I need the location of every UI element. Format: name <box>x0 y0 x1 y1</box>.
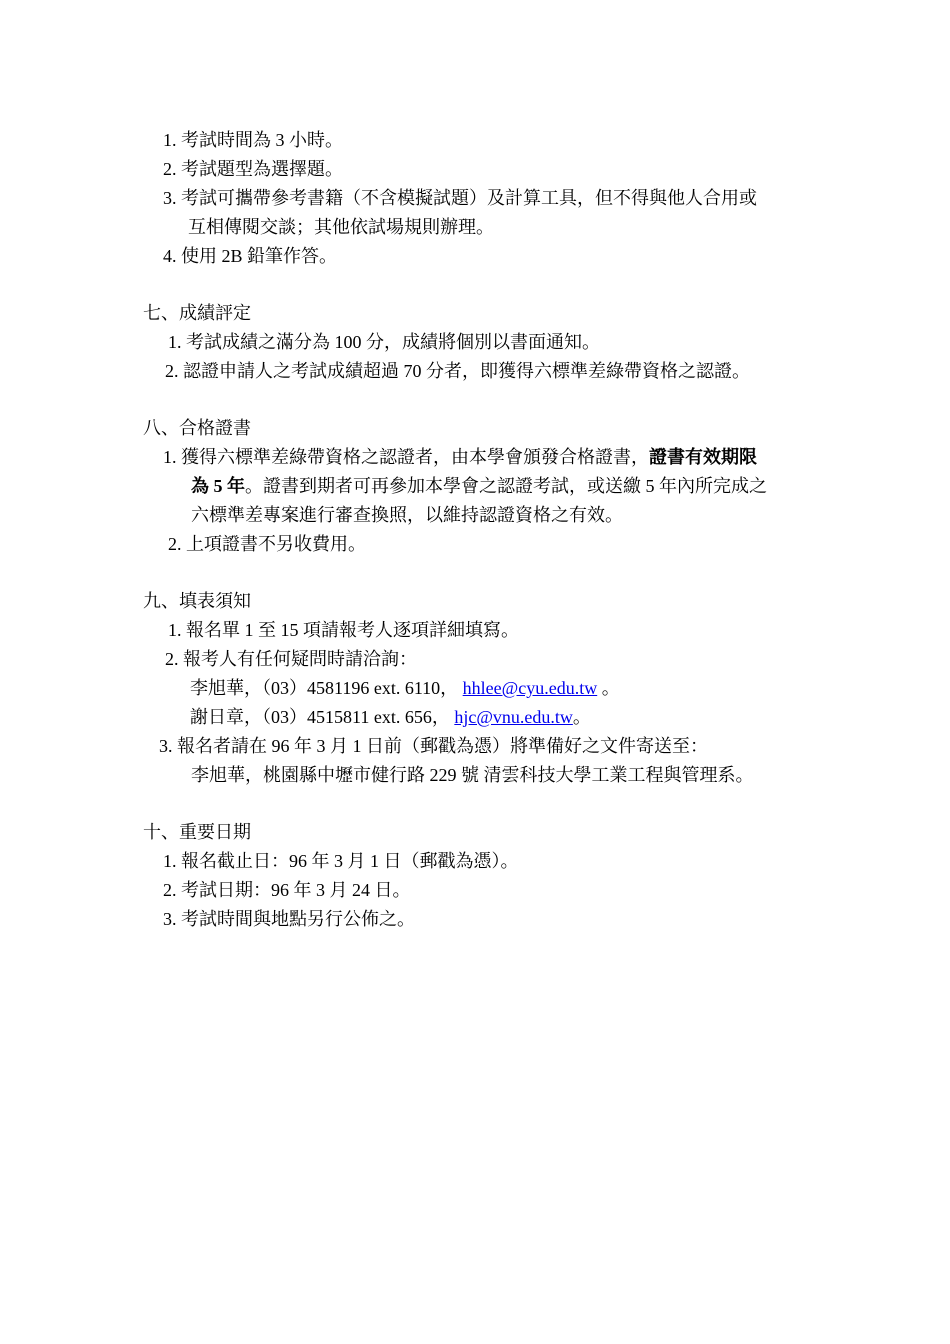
section-9-item-2: 2. 報考人有任何疑問時請洽詢： <box>165 649 417 669</box>
section-9-item-1: 1. 報名單 1 至 15 項請報考人逐項詳細填寫。 <box>168 620 519 640</box>
section-8-item-2: 2. 上項證書不另收費用。 <box>168 534 366 554</box>
exam-rule-3-continued: 互相傳閱交談；其他依試場規則辦理。 <box>188 217 494 237</box>
contact-2-text: 謝日章，（03）4515811 ext. 656， <box>190 707 450 727</box>
exam-rule-1: 1. 考試時間為 3 小時。 <box>163 130 343 150</box>
contact-1-email-link[interactable]: hhlee@cyu.edu.tw <box>462 678 598 698</box>
section-10-heading: 十、重要日期 <box>143 822 251 842</box>
contact-2 <box>190 705 591 729</box>
section-9-heading: 九、填表須知 <box>143 591 251 611</box>
section-7-item-2: 2. 認證申請人之考試成績超過 70 分者，即獲得六標準差綠帶資格之認證。 <box>165 361 750 381</box>
section-8-item-1-line-2 <box>191 474 767 498</box>
section-8-item-1-text: 1. 獲得六標準差綠帶資格之認證者，由本學會頒發合格證書， <box>163 447 649 467</box>
contact-2-email-link[interactable]: hjc@vnu.edu.tw <box>454 707 573 727</box>
certificate-validity-years: 為 5 年 <box>191 476 245 496</box>
section-8-item-1-text-2: 。證書到期者可再參加本學會之認證考試，或送繳 5 年內所完成之 <box>245 476 767 496</box>
certificate-validity-bold: 證書有效期限 <box>649 447 757 467</box>
contact-2-end: 。 <box>572 707 591 727</box>
section-10-item-2: 2. 考試日期：96 年 3 月 24 日。 <box>163 880 411 900</box>
section-7-item-1: 1. 考試成績之滿分為 100 分，成績將個別以書面通知。 <box>168 332 600 352</box>
section-7-heading: 七、成績評定 <box>143 303 251 323</box>
mailing-address: 李旭華，桃園縣中壢市健行路 229 號 清雲科技大學工業工程與管理系。 <box>191 765 754 785</box>
section-8-item-1-line-3: 六標準差專案進行審查換照，以維持認證資格之有效。 <box>191 505 623 525</box>
section-8-heading: 八、合格證書 <box>143 418 251 438</box>
exam-rule-3: 3. 考試可攜帶參考書籍（不含模擬試題）及計算工具，但不得與他人合用或 <box>163 188 757 208</box>
section-10-item-3: 3. 考試時間與地點另行公佈之。 <box>163 909 415 929</box>
section-9-item-3: 3. 報名者請在 96 年 3 月 1 日前（郵戳為憑）將準備好之文件寄送至： <box>159 736 708 756</box>
contact-1-text: 李旭華，（03）4581196 ext. 6110， <box>190 678 459 698</box>
contact-1-end: 。 <box>597 678 620 698</box>
section-10-item-1: 1. 報名截止日：96 年 3 月 1 日（郵戳為憑）。 <box>163 851 519 871</box>
exam-rule-4: 4. 使用 2B 鉛筆作答。 <box>163 246 338 266</box>
contact-1 <box>190 676 620 700</box>
exam-rule-2: 2. 考試題型為選擇題。 <box>163 159 343 179</box>
section-8-item-1-line-1 <box>163 445 757 469</box>
